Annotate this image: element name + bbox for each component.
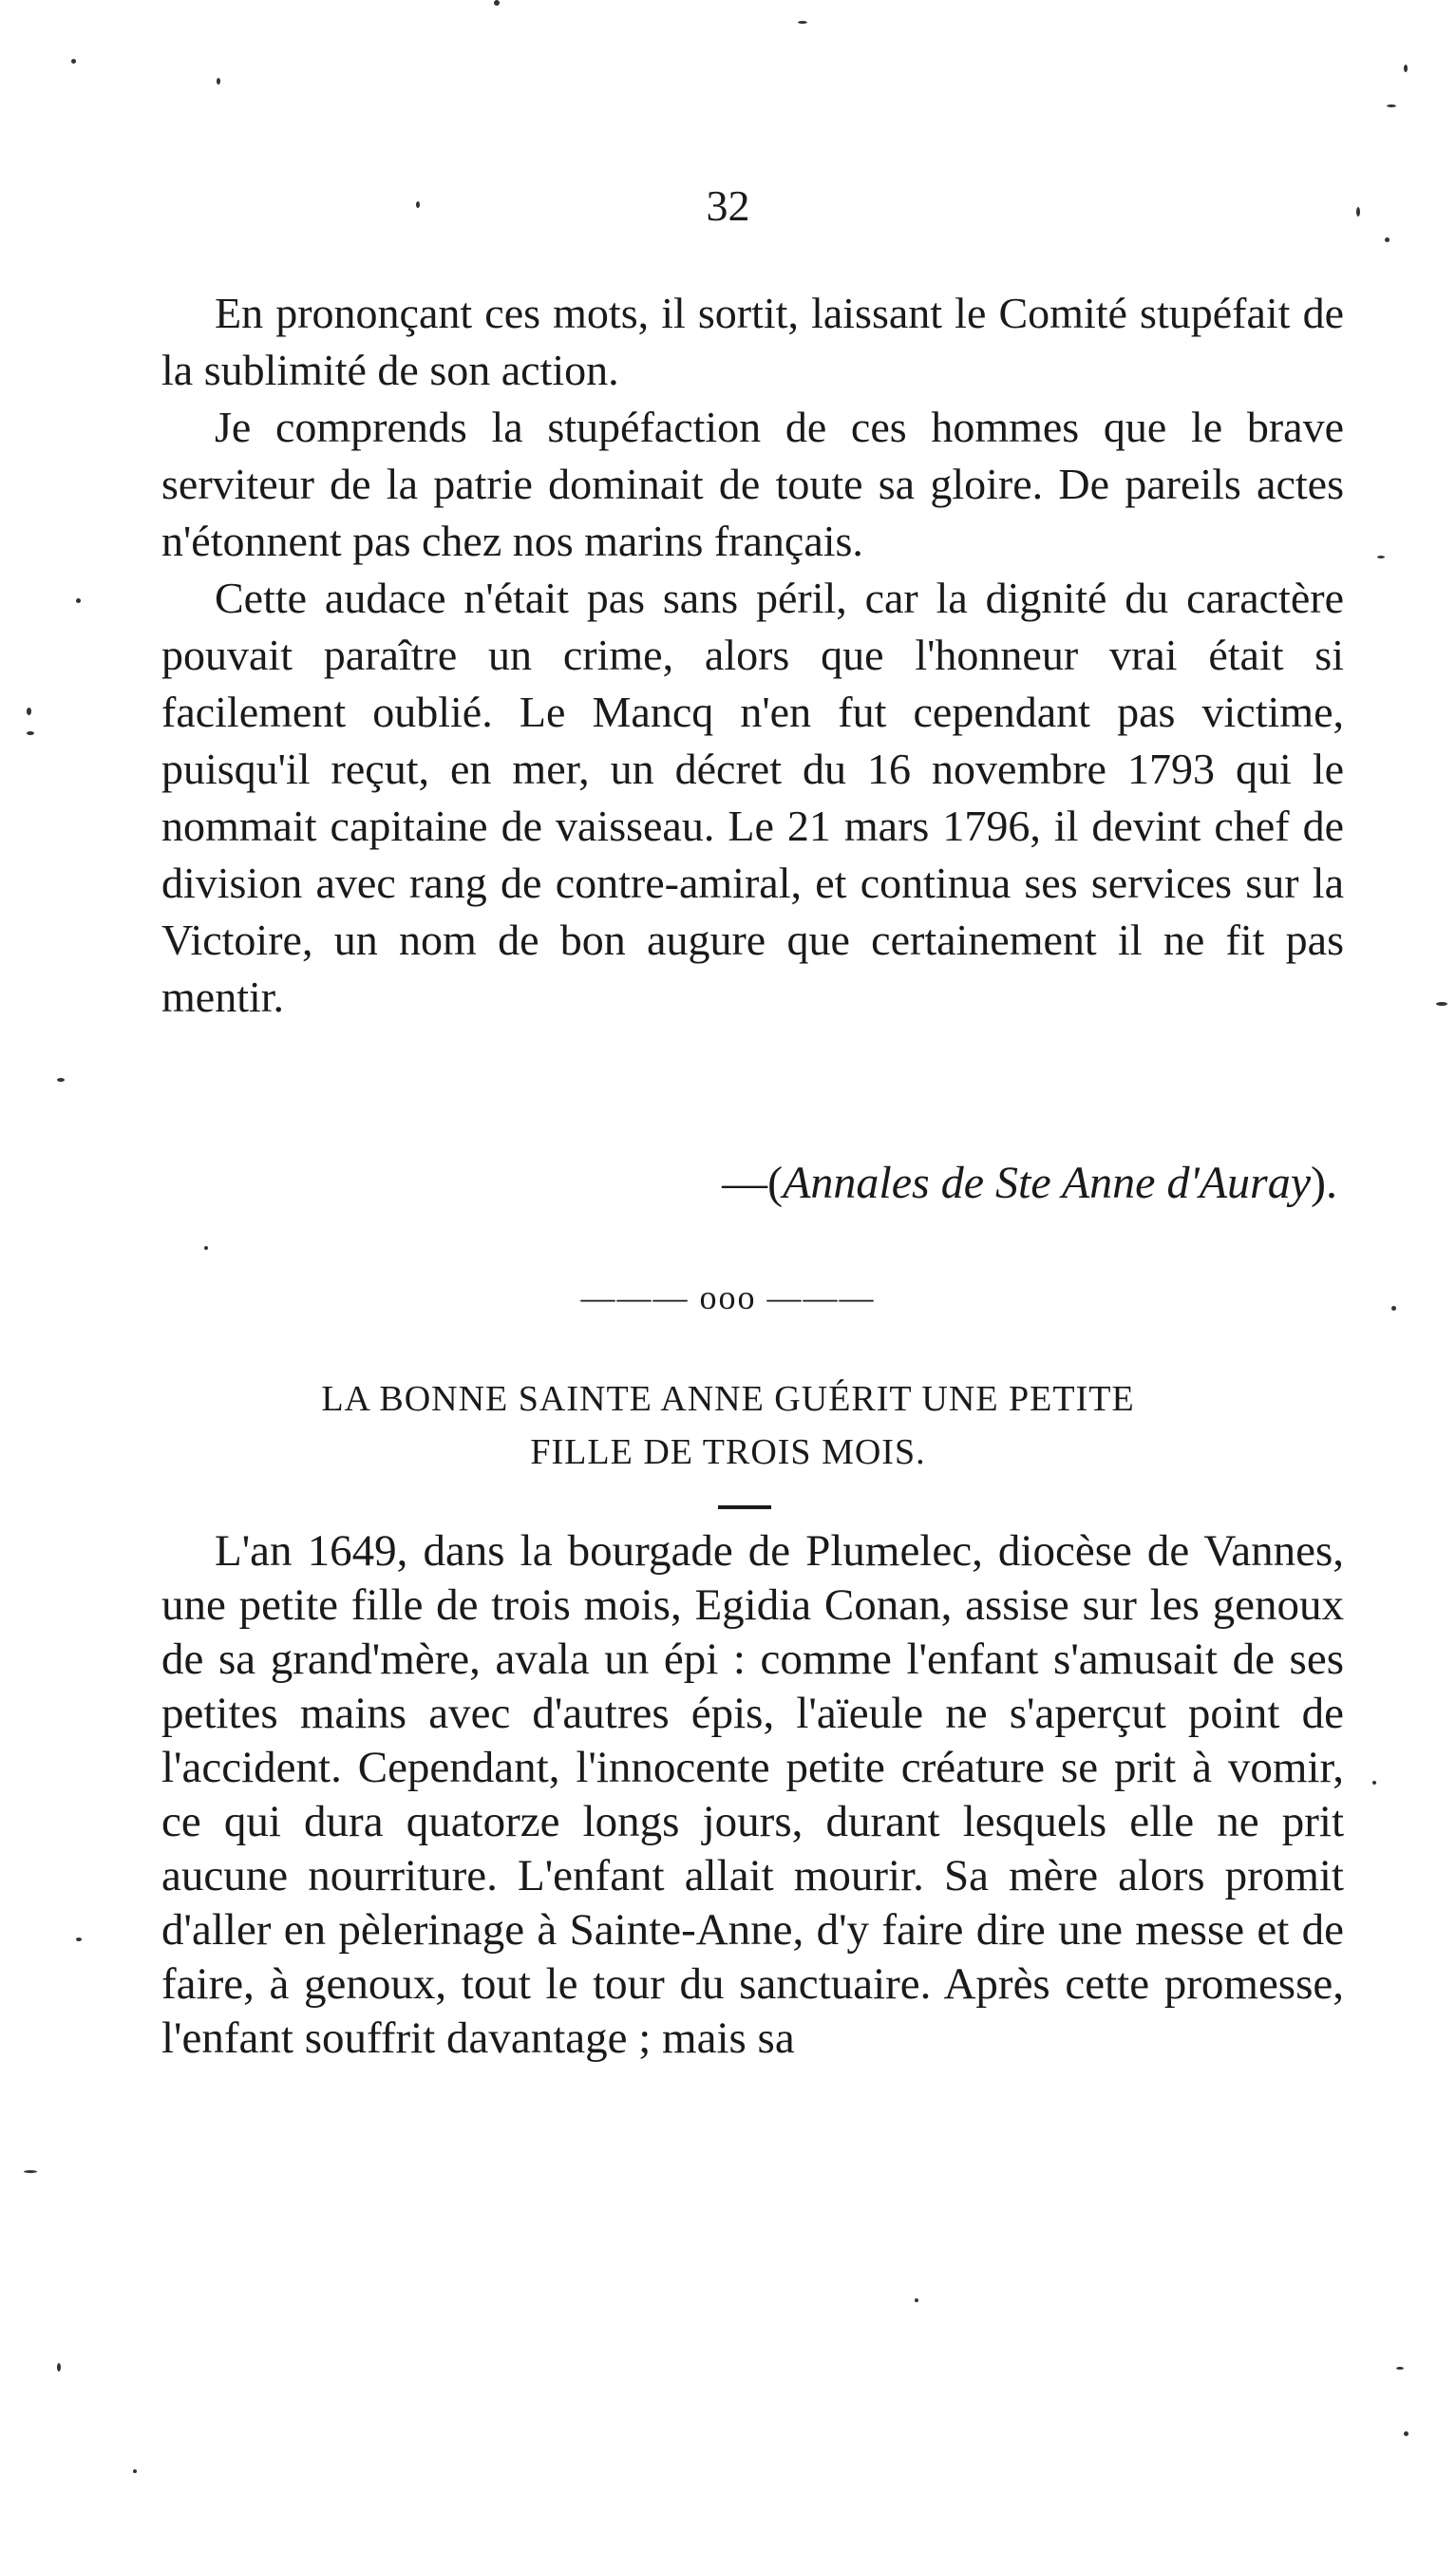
scan-speck	[915, 2298, 918, 2302]
scan-speck	[204, 1246, 208, 1250]
paragraph-4: L'an 1649, dans la bourgade de Plumelec, diocèse de Vannes, une petite fille de trois mois, Egidia Conan, assise sur les genoux de sa grand'mère, avala un épi : comme l'enfant s'amusait de ses petites mains avec d'autres épis, l'aïeule ne s'aperçut point de l'accident. Cependant, l'innocente petite créature se prit à vomir, ce qui dura quatorze longs jours, durant lesquels elle ne prit aucune nourriture. L'enfant allait mourir. Sa mère alors promit d'aller en pèlerinage à Sainte-Anne, d'y faire dire une messe et de faire, à genoux, tout le tour du sanctuaire. Après cette promesse, l'enfant souffrit davantage ; mais sa	[161, 1526, 1344, 2063]
section2-text	[161, 1524, 1344, 2066]
scan-speck	[24, 2170, 37, 2173]
paragraph-1: En prononçant ces mots, il sortit, laissant le Comité stupéfait de la sublimité de son action.	[161, 289, 1344, 394]
scan-speck	[1387, 104, 1396, 107]
scan-speck	[76, 1938, 82, 1941]
scan-speck	[1372, 1781, 1376, 1785]
section1-text	[161, 285, 1344, 1026]
attribution-prefix: —(	[722, 1158, 784, 1208]
section-heading	[142, 1372, 1314, 1479]
scan-speck	[76, 598, 81, 603]
scan-speck	[133, 2469, 137, 2473]
scan-speck	[798, 21, 807, 24]
scan-speck	[416, 201, 420, 208]
scan-speck	[27, 708, 31, 715]
scan-speck	[71, 59, 76, 64]
scan-speck	[1404, 65, 1408, 72]
scan-speck	[1356, 207, 1360, 217]
paragraph-3: Cette audace n'était pas sans péril, car la dignité du caractère pouvait paraître un crime, alors que l'honneur vrai était si facilement oublié. Le Mancq n'en fut cependant pas victime, puisqu'il reçut, en mer, un décret du 16 novembre 1793 qui le nommait capitaine de vaisseau. Le 21 mars 1796, il devint chef de division avec rang de contre-amiral, et continua ses services sur la Victoire, un nom de bon augure que certainement il ne fit pas mentir.	[161, 574, 1344, 1021]
scan-speck	[1404, 2431, 1409, 2436]
scan-speck	[217, 78, 220, 85]
paragraph-2: Je comprends la stupéfaction de ces hommes que le brave serviteur de la patrie dominait de toute sa gloire. De pareils actes n'étonnent pas chez nos marins français.	[161, 403, 1344, 565]
scan-speck	[1377, 556, 1385, 558]
heading-rule	[718, 1505, 771, 1509]
scan-speck	[57, 2363, 61, 2372]
page-number: 32	[706, 181, 750, 230]
scan-speck	[1391, 1306, 1396, 1311]
scan-speck	[57, 1078, 65, 1082]
attribution-source: Annales de Ste Anne d'Auray	[783, 1158, 1312, 1208]
scan-speck	[494, 0, 500, 6]
scan-speck	[1436, 1002, 1447, 1006]
scan-speck	[1385, 237, 1390, 242]
section-separator: ——— ooo ———	[580, 1278, 876, 1316]
heading-line-2: FILLE DE TROIS MOIS.	[530, 1432, 926, 1472]
scan-speck	[1396, 2367, 1404, 2370]
heading-line-1: LA BONNE SAINTE ANNE GUÉRIT UNE PETITE	[321, 1379, 1135, 1419]
attribution-suffix: ).	[1311, 1158, 1337, 1208]
attribution	[0, 1157, 1337, 1209]
scan-speck	[27, 731, 34, 735]
